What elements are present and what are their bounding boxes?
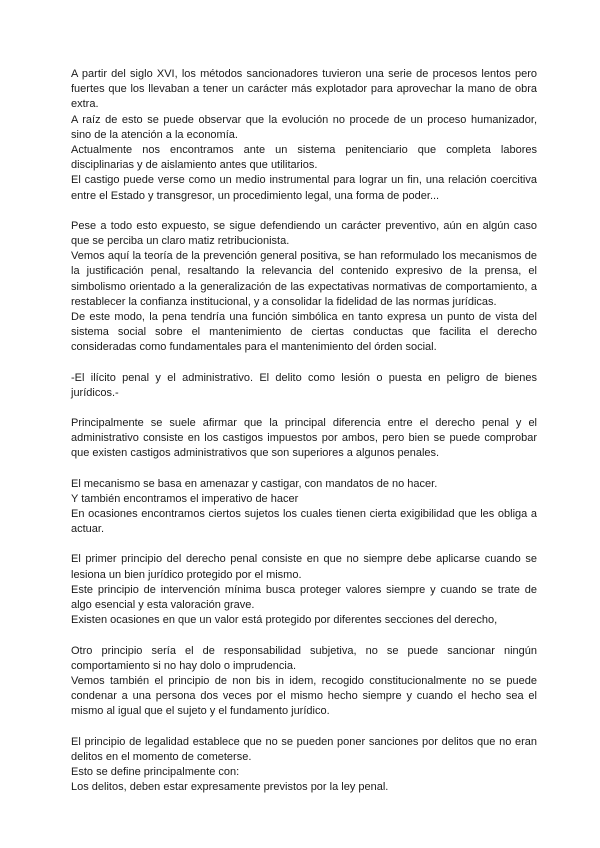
paragraph: Actualmente nos encontramos ante un sistema penitenciario que completa labores disciplinarias y de aislamiento antes que utilitarios. — [71, 144, 537, 172]
paragraph: El principio de legalidad establece que no se pueden poner sanciones por delitos que no eran delitos en el momento de cometerse. — [71, 735, 537, 763]
paragraph: Y también encontramos el imperativo de hacer — [71, 492, 299, 505]
paragraph-gap — [71, 401, 537, 416]
paragraph: A raíz de esto se puede observar que la evolución no procede de un proceso humanizador, sino de la atención a la economía. — [71, 113, 537, 141]
paragraph: El mecanismo se basa en amenazar y castigar, con mandatos de no hacer. — [71, 477, 438, 490]
paragraph: De este modo, la pena tendría una función simbólica en tanto expresa un punto de vista del sistema social sobre el mantenimiento de ciertas conductas que facilita el derecho consideradas como fundamentales para el mantenimiento del órden social. — [71, 311, 537, 354]
paragraph: Otro principio sería el de responsabilidad subjetiva, no se puede sancionar ningún comportamiento si no hay dolo o imprudencia. — [71, 644, 537, 672]
paragraph: Pese a todo esto expuesto, se sigue defendiendo un carácter preventivo, aún en algún caso que se perciba un claro matiz retribucionista. — [71, 219, 537, 248]
paragraph: En ocasiones encontramos ciertos sujetos los cuales tienen cierta exigibilidad que les obliga a actuar. — [71, 508, 537, 536]
paragraph-gap — [71, 204, 537, 219]
paragraph-gap — [71, 629, 537, 644]
section-heading: -El ilícito penal y el administrativo. El delito como lesión o puesta en peligro de bienes jurídicos.- — [71, 371, 537, 399]
paragraph: Este principio de intervención mínima busca proteger valores siempre y cuando se trate de algo esencial y esta valoración grave. — [71, 583, 537, 612]
paragraph: Existen ocasiones en que un valor está protegido por diferentes secciones del derecho, — [71, 614, 498, 627]
paragraph-gap — [71, 356, 537, 371]
paragraph: El primer principio del derecho penal consiste en que no siempre debe aplicarse cuando se lesiona un bien jurídico protegido por el mismo. — [71, 553, 537, 581]
paragraph: Vemos aquí la teoría de la prevención general positiva, se han reformulado los mecanismos de la justificación penal, resaltando la relevancia del contenido expresivo de la prensa, el simbolismo orientado a la generalización de las expectativas normativas de comportamiento, a restablecer la confianza institucional, y a consolidar la fidelidad de las normas jurídicas. — [71, 250, 537, 308]
paragraph-gap — [71, 720, 537, 735]
paragraph-gap — [71, 462, 537, 477]
paragraph-gap — [71, 537, 537, 552]
paragraph: Esto se define principalmente con: — [71, 765, 240, 778]
paragraph: Principalmente se suele afirmar que la principal diferencia entre el derecho penal y el administrativo consiste en los castigos impuestos por ambos, pero bien se puede comprobar que existen castigos administrativos que son superiores a algunos penales. — [71, 417, 537, 460]
paragraph: El castigo puede verse como un medio instrumental para lograr un fin, una relación coercitiva entre el Estado y transgresor, un procedimiento legal, una forma de poder... — [71, 174, 537, 202]
document-body — [71, 67, 537, 795]
paragraph: A partir del siglo XVI, los métodos sancionadores tuvieron una serie de procesos lentos pero fuertes que los llevaban a tener un carácter más explotador para aprovechar la mano de obra extra. — [71, 68, 537, 111]
paragraph: Los delitos, deben estar expresamente previstos por la ley penal. — [71, 781, 389, 794]
paragraph: Vemos también el principio de non bis in idem, recogido constitucionalmente no se puede condenar a una persona dos veces por el mismo hecho siempre y cuando el hecho sea el mismo al igual que el sujeto y el fundamento jurídico. — [71, 674, 537, 718]
